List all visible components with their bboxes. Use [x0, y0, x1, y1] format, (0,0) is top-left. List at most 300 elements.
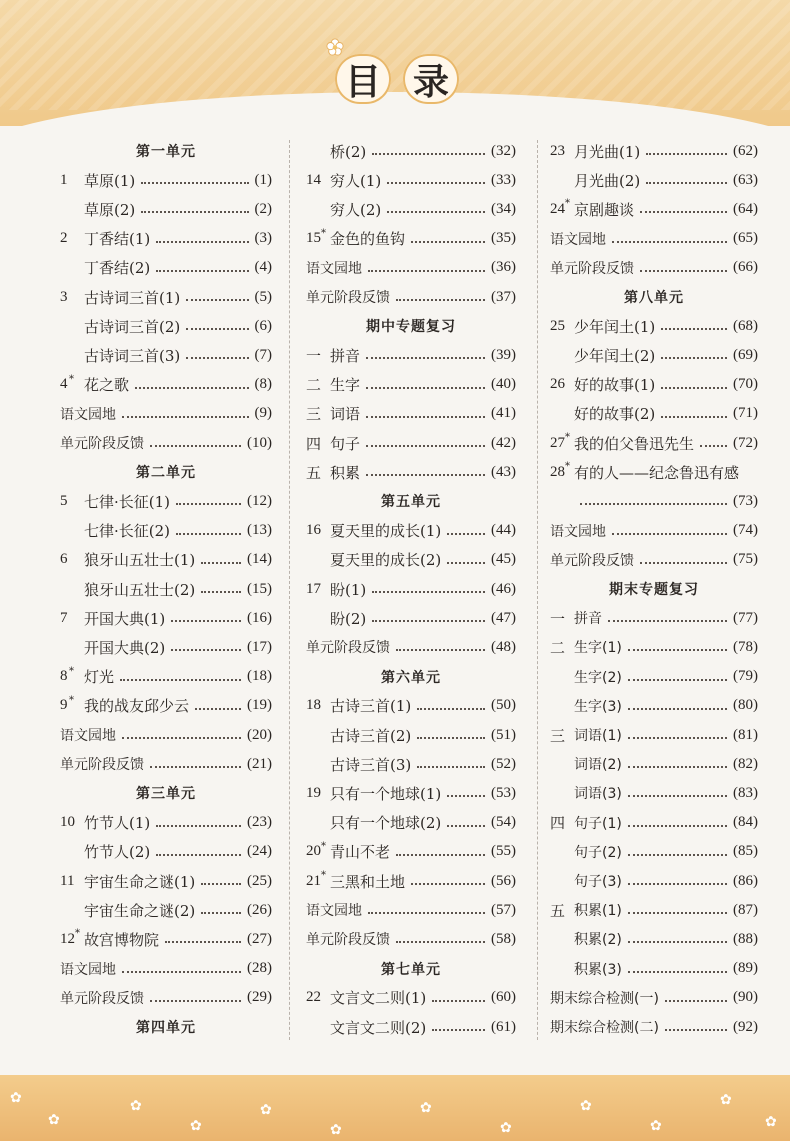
toc-entry[interactable]	[60, 547, 272, 573]
toc-entry[interactable]	[550, 342, 758, 368]
entry-title: 文言文二则(1)	[330, 989, 427, 1008]
entry-title: 古诗三首(1)	[330, 697, 412, 716]
leader-dots	[700, 445, 727, 447]
entry-number: 6	[60, 551, 68, 568]
leader-dots	[665, 1029, 727, 1031]
toc-entry[interactable]	[60, 167, 272, 193]
flower-icon: ✿	[260, 1102, 272, 1118]
entry-title: 积累(3)	[574, 961, 622, 978]
entry-number: 7	[60, 609, 68, 626]
page-number: (62)	[733, 142, 758, 159]
toc-entry[interactable]	[60, 634, 272, 660]
page-number: (19)	[247, 697, 272, 714]
toc-entry[interactable]	[550, 226, 758, 252]
entry-number: 12	[60, 930, 75, 947]
toc-entry[interactable]	[60, 810, 272, 836]
leader-dots	[417, 737, 485, 739]
toc-entry[interactable]	[60, 342, 272, 368]
toc-entry[interactable]	[306, 138, 516, 164]
toc-entry[interactable]	[306, 985, 516, 1011]
toc-entry[interactable]	[550, 956, 758, 982]
toc-entry[interactable]	[550, 897, 758, 923]
toc-entry[interactable]	[306, 372, 516, 398]
toc-entry[interactable]	[306, 255, 516, 281]
page-number: (44)	[491, 522, 516, 539]
toc-entry[interactable]	[550, 839, 758, 865]
toc-entry[interactable]	[60, 839, 272, 865]
toc-entry[interactable]	[550, 488, 758, 514]
toc-entry[interactable]	[60, 985, 272, 1011]
entry-title: 词语	[330, 405, 361, 424]
toc-entry[interactable]	[550, 313, 758, 339]
entry-title: 夏天里的成长(1)	[330, 522, 442, 541]
toc-entry[interactable]	[306, 1014, 516, 1040]
page-number: (72)	[733, 434, 758, 451]
entry-number: 四	[550, 814, 566, 833]
toc-entry[interactable]	[60, 313, 272, 339]
entry-title: 生字(2)	[574, 669, 622, 686]
toc-entry[interactable]	[306, 342, 516, 368]
page-number: (25)	[247, 872, 272, 889]
toc-entry[interactable]	[550, 518, 758, 544]
toc-entry[interactable]	[60, 196, 272, 222]
entry-title: 有的人——纪念鲁迅有感	[574, 463, 740, 482]
page-number: (45)	[491, 551, 516, 568]
page-number: (82)	[733, 755, 758, 772]
leader-dots	[640, 562, 727, 564]
entry-title: 故宫博物院	[84, 930, 160, 949]
toc-entry[interactable]	[550, 780, 758, 806]
entry-number: 26	[550, 376, 565, 393]
leader-dots	[628, 766, 727, 768]
entry-title: 语文园地	[306, 260, 362, 277]
entry-title: 古诗词三首(1)	[84, 288, 181, 307]
entry-title: 桥(2)	[330, 142, 367, 161]
page-number: (87)	[733, 901, 758, 918]
entry-number: 21	[306, 872, 321, 889]
toc-entry[interactable]	[60, 430, 272, 456]
page-number: (85)	[733, 843, 758, 860]
leader-dots	[176, 503, 241, 505]
entry-title: 词语(3)	[574, 786, 622, 803]
toc-entry[interactable]	[60, 664, 272, 690]
toc-entry[interactable]	[60, 518, 272, 544]
entry-number: 三	[550, 726, 566, 745]
leader-dots	[372, 591, 485, 593]
page-number: (73)	[733, 492, 758, 509]
leader-dots	[628, 912, 727, 914]
leader-dots	[612, 241, 727, 243]
page-number: (57)	[491, 901, 516, 918]
optional-marker: *	[69, 373, 74, 385]
page-number: (63)	[733, 171, 758, 188]
toc-entry[interactable]	[306, 634, 516, 660]
leader-dots	[417, 708, 485, 710]
page-number: (34)	[491, 200, 516, 217]
toc-entry[interactable]	[550, 1014, 758, 1040]
leader-dots	[608, 620, 727, 622]
entry-title: 积累	[330, 463, 361, 482]
entry-title: 青山不老	[330, 843, 391, 862]
entry-title: 积累(2)	[574, 932, 622, 949]
entry-title: 七律·长征(1)	[84, 492, 171, 511]
page-number: (9)	[254, 405, 272, 422]
entry-title: 语文园地	[60, 961, 116, 978]
page-number: (7)	[254, 346, 272, 363]
page-number: (75)	[733, 551, 758, 568]
page-number: (54)	[491, 814, 516, 831]
toc-entry[interactable]	[550, 430, 758, 456]
leader-dots	[201, 883, 241, 885]
entry-title: 开国大典(2)	[84, 638, 166, 657]
entry-title: 句子(2)	[574, 844, 622, 861]
page-number: (27)	[247, 930, 272, 947]
entry-number: 10	[60, 814, 75, 831]
toc-entry[interactable]	[550, 722, 758, 748]
entry-title: 单元阶段反馈	[60, 436, 144, 452]
toc-entry[interactable]	[550, 401, 758, 427]
toc-entry[interactable]	[550, 868, 758, 894]
leader-dots	[141, 182, 248, 184]
page-number: (29)	[247, 989, 272, 1006]
entry-title: 夏天里的成长(2)	[330, 551, 442, 570]
entry-number: 1	[60, 171, 68, 188]
leader-dots	[447, 562, 485, 564]
entry-title: 好的故事(2)	[574, 405, 656, 424]
entry-number: 18	[306, 697, 321, 714]
entry-number: 27	[550, 434, 565, 451]
toc-entry[interactable]	[550, 138, 758, 164]
leader-dots	[156, 270, 248, 272]
entry-title: 丁香结(2)	[84, 259, 151, 278]
page-number: (14)	[247, 551, 272, 568]
leader-dots	[171, 649, 241, 651]
entry-number: 2	[60, 230, 68, 247]
page-number: (83)	[733, 784, 758, 801]
toc-entry[interactable]	[550, 693, 758, 719]
toc-entry[interactable]	[306, 897, 516, 923]
page-number: (78)	[733, 638, 758, 655]
leader-dots	[628, 649, 727, 651]
optional-marker: *	[321, 840, 326, 852]
toc-entry[interactable]	[550, 196, 758, 222]
leader-dots	[661, 387, 727, 389]
page-number: (23)	[247, 814, 272, 831]
page-number: (92)	[733, 1018, 758, 1035]
leader-dots	[135, 387, 248, 389]
entry-title: 句子(1)	[574, 815, 622, 832]
toc-entry[interactable]	[550, 664, 758, 690]
toc-entry[interactable]	[60, 605, 272, 631]
toc-entry[interactable]	[550, 167, 758, 193]
entry-number: 一	[550, 609, 566, 628]
entry-title: 宇宙生命之谜(1)	[84, 872, 196, 891]
entry-title: 盼(2)	[330, 609, 367, 628]
leader-dots	[165, 941, 241, 943]
leader-dots	[186, 299, 248, 301]
page-number: (65)	[733, 230, 758, 247]
entry-title: 只有一个地球(2)	[330, 814, 442, 833]
entry-title: 古诗三首(2)	[330, 726, 412, 745]
entry-number: 二	[306, 376, 322, 395]
toc-entry[interactable]	[550, 926, 758, 952]
toc-entry[interactable]	[306, 576, 516, 602]
page-number: (35)	[491, 230, 516, 247]
entry-title: 语文园地	[60, 728, 116, 744]
leader-dots	[366, 445, 485, 447]
page-number: (90)	[733, 989, 758, 1006]
leader-dots	[396, 299, 485, 301]
toc-entry[interactable]	[60, 255, 272, 281]
page-title	[335, 54, 459, 104]
page-number: (1)	[254, 171, 272, 188]
entry-title: 三黑和土地	[330, 872, 406, 891]
leader-dots	[366, 474, 485, 476]
page-number: (52)	[491, 755, 516, 772]
page-number: (26)	[247, 901, 272, 918]
page-number: (36)	[491, 259, 516, 276]
page-number: (53)	[491, 784, 516, 801]
toc-entry[interactable]	[60, 868, 272, 894]
entry-number: 4	[60, 376, 68, 393]
toc-entry[interactable]	[306, 780, 516, 806]
entry-title: 只有一个地球(1)	[330, 784, 442, 803]
toc-entry[interactable]	[306, 196, 516, 222]
page-number: (33)	[491, 171, 516, 188]
toc-entry[interactable]	[550, 634, 758, 660]
leader-dots	[201, 912, 241, 914]
page-number: (88)	[733, 930, 758, 947]
page-number: (21)	[247, 755, 272, 772]
page-number: (60)	[491, 989, 516, 1006]
toc-entry[interactable]	[60, 956, 272, 982]
toc-entry[interactable]	[306, 839, 516, 865]
leader-dots	[122, 737, 241, 739]
leader-dots	[661, 357, 727, 359]
entry-title: 语文园地	[550, 231, 606, 248]
leader-dots	[628, 854, 727, 856]
section-heading: 第三单元	[136, 786, 196, 803]
toc-entry[interactable]	[60, 372, 272, 398]
leader-dots	[156, 825, 241, 827]
entry-number: 23	[550, 142, 565, 159]
entry-number: 22	[306, 989, 321, 1006]
flower-icon: ✿	[580, 1098, 592, 1114]
toc-entry[interactable]	[306, 926, 516, 952]
entry-title: 竹节人(1)	[84, 814, 151, 833]
toc-entry[interactable]	[306, 284, 516, 310]
leader-dots	[580, 503, 727, 505]
entry-title: 我的伯父鲁迅先生	[574, 434, 695, 453]
toc-entry[interactable]	[550, 372, 758, 398]
page-number: (55)	[491, 843, 516, 860]
toc-entry[interactable]	[60, 576, 272, 602]
section-heading: 第四单元	[136, 1020, 196, 1036]
page-number: (24)	[247, 843, 272, 860]
toc-entry[interactable]	[60, 226, 272, 252]
entry-title: 语文园地	[550, 523, 606, 540]
entry-title: 丁香结(1)	[84, 230, 151, 249]
toc-entry[interactable]	[60, 722, 272, 748]
toc-entry[interactable]	[306, 547, 516, 573]
toc-entry[interactable]	[306, 693, 516, 719]
toc-entry[interactable]	[306, 401, 516, 427]
entry-number: 17	[306, 580, 321, 597]
entry-number: 四	[306, 434, 322, 453]
entry-number: 五	[306, 463, 322, 482]
toc-entry[interactable]	[60, 926, 272, 952]
leader-dots	[122, 416, 249, 418]
page-number: (17)	[247, 638, 272, 655]
leader-dots	[628, 795, 727, 797]
toc-entry[interactable]	[550, 605, 758, 631]
toc-entry[interactable]	[306, 751, 516, 777]
entry-title: 积累(1)	[574, 903, 622, 920]
entry-number: 11	[60, 872, 75, 889]
optional-marker: *	[565, 198, 570, 210]
leader-dots	[156, 854, 241, 856]
section-heading: 第六单元	[381, 669, 441, 686]
toc-entry[interactable]	[550, 459, 758, 485]
flower-icon: ✿	[130, 1098, 142, 1114]
toc-entry[interactable]	[306, 459, 516, 485]
toc-entry[interactable]	[550, 547, 758, 573]
optional-marker: *	[69, 694, 74, 706]
page-number: (81)	[733, 726, 758, 743]
leader-dots	[396, 854, 485, 856]
page-number: (43)	[491, 463, 516, 480]
leader-dots	[195, 708, 241, 710]
entry-title: 我的战友邱少云	[84, 697, 190, 716]
entry-title: 金色的鱼钩	[330, 230, 406, 249]
page-number: (47)	[491, 609, 516, 626]
optional-marker: *	[565, 432, 570, 443]
entry-title: 单元阶段反馈	[550, 260, 634, 277]
leader-dots	[141, 211, 248, 213]
entry-title: 盼(1)	[330, 580, 367, 599]
entry-title: 开国大典(1)	[84, 609, 166, 628]
leader-dots	[368, 270, 485, 272]
entry-title: 生字(3)	[574, 698, 622, 715]
toc-entry[interactable]	[306, 868, 516, 894]
toc-entry[interactable]	[60, 488, 272, 514]
toc-entry[interactable]	[306, 167, 516, 193]
toc-entry[interactable]	[306, 722, 516, 748]
leader-dots	[432, 1029, 485, 1031]
leader-dots	[122, 971, 241, 973]
entry-title: 词语(1)	[574, 728, 622, 744]
flower-icon: ✿	[765, 1114, 777, 1130]
page-number: (28)	[247, 960, 272, 977]
toc-entry[interactable]	[60, 751, 272, 777]
flower-icon: ✿	[48, 1112, 60, 1128]
entry-title: 灯光	[84, 668, 115, 687]
leader-dots	[432, 1000, 485, 1002]
leader-dots	[628, 708, 727, 710]
toc-entry[interactable]	[306, 430, 516, 456]
entry-number: 8	[60, 668, 68, 685]
entry-title: 单元阶段反馈	[550, 552, 634, 569]
page-number: (68)	[733, 317, 758, 334]
toc-entry[interactable]	[550, 751, 758, 777]
section-heading: 第一单元	[136, 144, 196, 160]
entry-title: 句子	[330, 434, 361, 453]
entry-title: 古诗三首(3)	[330, 755, 412, 774]
page-number: (79)	[733, 668, 758, 685]
leader-dots	[628, 737, 727, 739]
leader-dots	[411, 883, 485, 885]
entry-title: 拼音	[330, 346, 361, 365]
entry-title: 单元阶段反馈	[60, 757, 144, 774]
toc-entry[interactable]	[60, 897, 272, 923]
entry-title: 单元阶段反馈	[306, 932, 390, 949]
entry-title: 狼牙山五壮士(1)	[84, 551, 196, 570]
leader-dots	[640, 211, 727, 213]
entry-number: 25	[550, 317, 565, 334]
toc-entry[interactable]	[306, 226, 516, 252]
page-number: (84)	[733, 814, 758, 831]
page-number: (40)	[491, 376, 516, 393]
footer-band	[0, 1075, 790, 1141]
leader-dots	[387, 211, 485, 213]
leader-dots	[368, 912, 485, 914]
section-heading: 期末专题复习	[609, 582, 699, 598]
flower-icon: ✿	[650, 1118, 662, 1134]
leader-dots	[120, 679, 241, 681]
leader-dots	[447, 795, 485, 797]
leader-dots	[186, 357, 248, 359]
toc-entry[interactable]	[306, 810, 516, 836]
page-number: (13)	[247, 522, 272, 539]
page-number: (80)	[733, 697, 758, 714]
flower-icon: ✿	[330, 1122, 342, 1138]
leader-dots	[366, 357, 485, 359]
section-heading: 第七单元	[381, 961, 441, 978]
optional-marker: *	[69, 665, 74, 677]
entry-title: 七律·长征(2)	[84, 522, 171, 541]
page-number: (71)	[733, 405, 758, 422]
optional-marker: *	[75, 928, 80, 940]
leader-dots	[628, 883, 727, 885]
toc-entry[interactable]	[60, 693, 272, 719]
toc-entry[interactable]	[550, 255, 758, 281]
entry-title: 单元阶段反馈	[60, 990, 144, 1007]
toc-entry[interactable]	[306, 518, 516, 544]
toc-entry[interactable]	[60, 284, 272, 310]
entry-title: 京剧趣谈	[574, 200, 635, 219]
section-heading: 期中专题复习	[366, 319, 456, 336]
entry-title: 语文园地	[306, 903, 362, 920]
title-char: 录	[403, 54, 459, 104]
page-number: (39)	[491, 346, 516, 363]
leader-dots	[628, 971, 727, 973]
toc-entry[interactable]	[550, 810, 758, 836]
entry-title: 期末综合检测(一)	[550, 990, 659, 1007]
leader-dots	[372, 153, 485, 155]
toc-entry[interactable]	[550, 985, 758, 1011]
page-number: (3)	[254, 230, 272, 247]
toc-entry[interactable]	[60, 401, 272, 427]
leader-dots	[186, 328, 248, 330]
page-number: (89)	[733, 960, 758, 977]
leader-dots	[646, 153, 727, 155]
page-number: (6)	[254, 317, 272, 334]
leader-dots	[372, 620, 485, 622]
page-number: (86)	[733, 872, 758, 889]
leader-dots	[201, 591, 241, 593]
page-number: (56)	[491, 872, 516, 889]
toc-entry[interactable]	[306, 605, 516, 631]
